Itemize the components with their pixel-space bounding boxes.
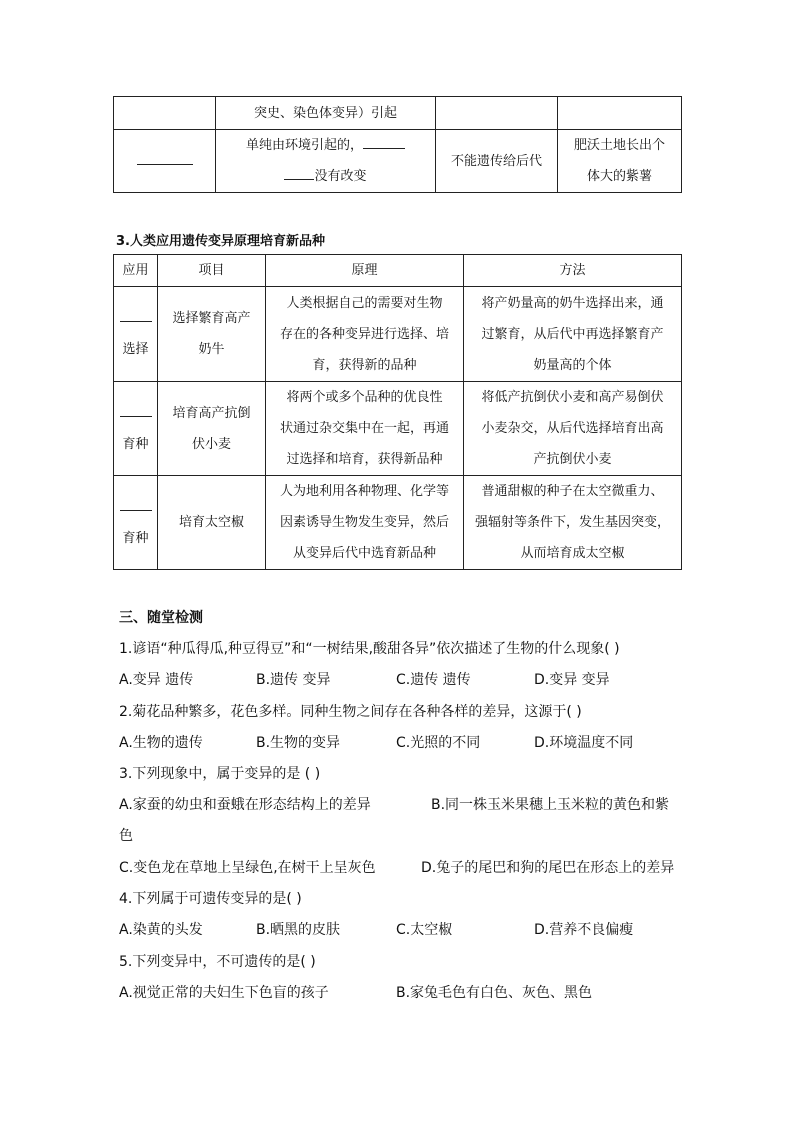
cell-text: 培育高产抗倒 [172,405,251,421]
option-a: A.家蚕的幼虫和蚕蛾在形态结构上的差异 [119,797,371,813]
cell-text: 从变异后代中选育新品种 [292,546,436,561]
cell-text: 因素诱导生物发生变异，然后 [279,515,449,530]
table-cell [558,130,682,193]
cell-text: 将产奶量高的奶牛选择出来，通 [481,295,664,311]
table-cell [464,287,682,382]
section-title: 三、随堂检测 [119,610,203,626]
table-row [114,287,682,382]
option-d: D.营养不良偏瘦 [534,922,634,938]
cell-text: 将低产抗倒伏小麦和高产易倒伏 [481,390,664,405]
answer-blank [120,307,152,322]
table-cell [114,476,158,570]
option-c: C.光照的不同 [396,735,481,751]
option-b: B.晒黑的皮肤 [256,922,341,938]
table-cell: 突史、染色体变异）引起 [216,97,436,130]
option-d: D.变异 变异 [534,672,610,688]
table-row [114,476,682,570]
table-row [114,382,682,476]
cell-text: 育，获得新的品种 [312,357,417,373]
cell-text: 过繁育，从后代中再选择繁育产 [481,326,664,342]
table-cell [158,287,266,382]
table-cell: 不能遗传给后代 [436,130,558,193]
table-cell [158,382,266,476]
option-a: A.变异 遗传 [119,672,194,688]
option-d: D.兔子的尾巴和狗的尾巴在形态上的差异 [421,860,675,876]
table-cell [114,97,216,130]
cell-text: 体大的紫薯 [586,169,652,184]
answer-blank [137,150,193,165]
cell-text: 人为地利用各种物理、化学等 [279,484,449,499]
cell-text: 人类根据自己的需要对生物 [286,295,443,311]
table-cell [266,287,464,382]
answer-blank [120,402,152,417]
table-cell [436,97,558,130]
cell-text: 存在的各种变异进行选择、培 [279,326,449,342]
option-b: B.家兔毛色有白色、灰色、黑色 [396,985,593,1001]
cell-text: 没有改变 [314,169,367,184]
answer-blank [120,496,152,511]
table-cell [558,97,682,130]
option-c: C.太空椒 [396,922,453,938]
option-c: C.遗传 遗传 [396,672,471,688]
option-b: B.同一株玉米果穗上玉米粒的黄色和紫 [431,797,670,813]
option-b: B.生物的变异 [256,735,341,751]
cell-text: 产抗倒伏小麦 [533,452,612,467]
cell-text: 育种 [122,530,149,546]
table-row [114,97,682,130]
cell-text: 过选择和培育，获得新品种 [286,452,443,467]
table-cell [464,476,682,570]
breeding-table [113,254,682,570]
table-cell [266,476,464,570]
option-d: D.环境温度不同 [534,735,634,751]
cell-text: 伏小麦 [191,436,231,452]
option-c: C.变色龙在草地上呈绿色,在树干上呈灰色 [119,860,376,876]
column-header: 方法 [464,255,682,287]
question-3: 3.下列现象中，属于变异的是 ( ) [119,766,321,782]
cell-text: 普通甜椒的种子在太空微重力、 [481,484,664,499]
answer-blank [284,165,314,180]
cell-text: 从而培育成太空椒 [520,546,625,561]
option-a: A.染黄的头发 [119,922,203,938]
cell-text: 奶量高的个体 [533,357,612,373]
section-heading: 3.人类应用遗传变异原理培育新品种 [116,234,325,249]
column-header: 项目 [158,255,266,287]
answer-blank [363,134,405,149]
table-header-row [114,255,682,287]
table-cell [114,130,216,193]
cell-text: 选择 [122,342,149,357]
column-header: 应用 [114,255,158,287]
option-a: A.生物的遗传 [119,735,203,751]
table-row [114,130,682,193]
cell-text: 肥沃土地长出个 [573,138,665,153]
table-cell [114,382,158,476]
cell-text: 奶牛 [198,342,225,357]
option-b: B.遗传 变异 [256,672,331,688]
cell-text: 小麦杂交，从后代选择培育出高 [481,421,664,436]
cell-text: 强辐射等条件下，发生基因突变， [474,515,670,530]
option-a: A.视觉正常的夫妇生下色盲的孩子 [119,985,329,1001]
cell-text: 状通过杂交集中在一起，再通 [279,421,449,436]
table-cell: 培育太空椒 [158,476,266,570]
variation-table [113,96,682,193]
cell-text: 选择繁育高产 [172,311,251,326]
table-cell [464,382,682,476]
cell-text: 单纯由环境引起的， [245,138,363,153]
table-cell [266,382,464,476]
column-header: 原理 [266,255,464,287]
cell-text: 育种 [122,436,149,452]
question-5: 5.下列变异中，不可遗传的是( ) [119,954,316,970]
cell-text: 将两个或多个品种的优良性 [286,390,443,405]
question-2: 2.菊花品种繁多，花色多样。同种生物之间存在各种各样的差异，这源于( ) [119,704,582,720]
question-4: 4.下列属于可遗传变异的是( ) [119,891,302,907]
option-b-continued: 色 [119,828,133,844]
question-1: 1.谚语“种瓜得瓜,种豆得豆”和“一树结果,酸甜各异”依次描述了生物的什么现象( ) [119,641,620,657]
table-cell [216,130,436,193]
table-cell [114,287,158,382]
